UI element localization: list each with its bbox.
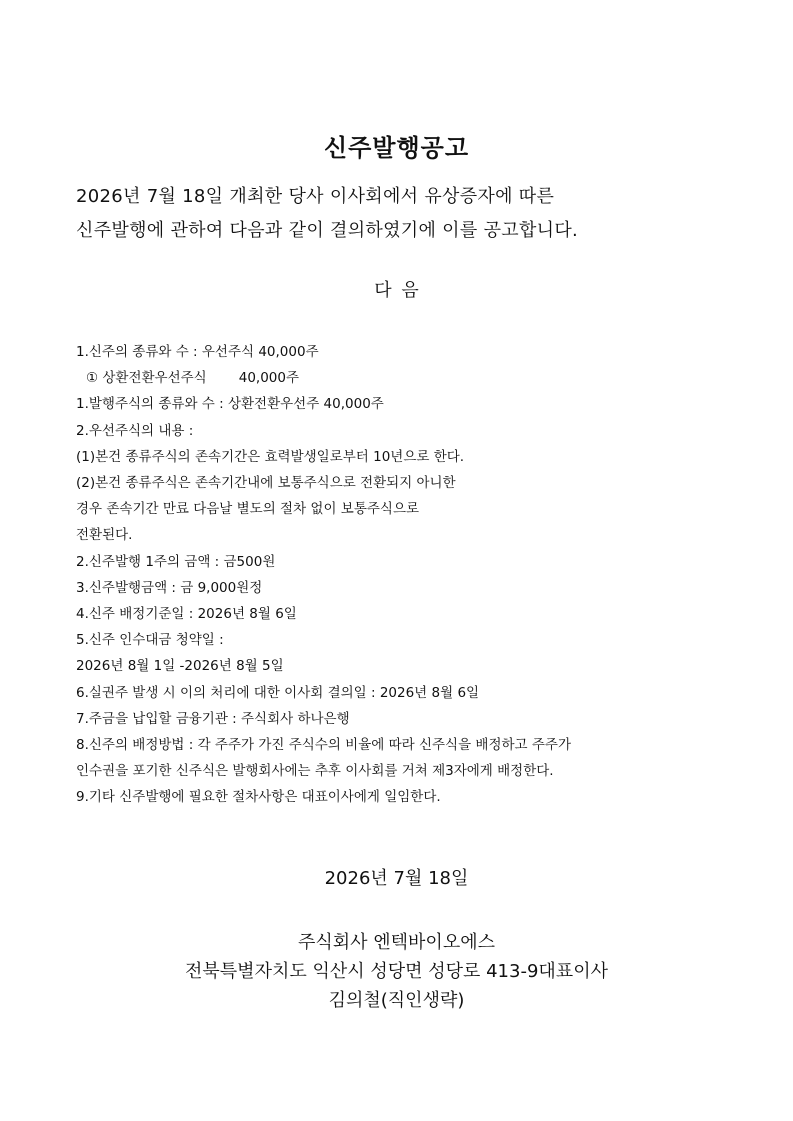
list-item: 2.신주발행 1주의 금액 : 금500원 [76, 553, 276, 570]
list-item: 2026년 8월 1일 -2026년 8월 5일 [76, 658, 284, 675]
list-item: 3.신주발행금액 : 금 9,000원정 [76, 579, 263, 596]
section-heading: 다 음 [374, 280, 419, 301]
issuer-block [0, 928, 793, 1015]
list-item: 1.신주의 종류와 수 : 우선주식 40,000주 [76, 344, 319, 360]
list-item: 7.주금을 납입할 금융기관 : 주식회사 하나은행 [76, 710, 350, 727]
company-name: 주식회사 엔텍바이오에스 [298, 932, 495, 953]
list-item: 4.신주 배정기준일 : 2026년 8월 6일 [76, 606, 297, 623]
list-item: 5.신주 인수대금 청약일 : [76, 632, 224, 649]
intro-line: 신주발행에 관하여 다음과 같이 결의하였기에 이를 공고합니다. [76, 220, 579, 241]
company-address: 전북특별자치도 익산시 성당면 성당로 413-9대표이사 [185, 961, 608, 982]
list-item-value: 40,000주 [238, 370, 300, 387]
list-item: 경우 존속기간 만료 다음날 별도의 절차 없이 보통주식으로 [76, 501, 420, 518]
list-item: 6.실권주 발생 시 이의 처리에 대한 이사회 결의일 : 2026년 8월 6일 [76, 684, 480, 701]
page-title: 신주발행공고 [323, 134, 470, 162]
list-item: 인수권을 포기한 신주식은 발행회사에는 추후 이사회를 거쳐 제3자에게 배정한다. [76, 763, 554, 780]
representative-name: 김의철(직인생략) [328, 990, 465, 1011]
intro-paragraph [76, 180, 766, 248]
notice-date: 2026년 7월 18일 [324, 868, 469, 889]
list-item: 전환된다. [76, 527, 133, 544]
list-item [76, 365, 766, 391]
list-item: 9.기타 신주발행에 필요한 절차사항은 대표이사에게 일임한다. [76, 789, 441, 806]
list-item: 8.신주의 배정방법 : 각 주주가 가진 주식수의 비율에 따라 신주식을 배정하고 주주가 [76, 737, 571, 754]
list-item-label: ① 상환전환우선주식 [86, 370, 207, 387]
list-item: (1)본건 종류주식의 존속기간은 효력발생일로부터 10년으로 한다. [76, 448, 465, 465]
notice-items [76, 339, 766, 811]
list-item: 1.발행주식의 종류와 수 : 상환전환우선주 40,000주 [76, 396, 384, 413]
intro-line: 2026년 7월 18일 개최한 당사 이사회에서 유상증자에 따른 [76, 186, 555, 207]
list-item: (2)본건 종류주식은 존속기간내에 보통주식으로 전환되지 아니한 [76, 475, 456, 492]
list-item: 2.우선주식의 내용 : [76, 422, 194, 439]
